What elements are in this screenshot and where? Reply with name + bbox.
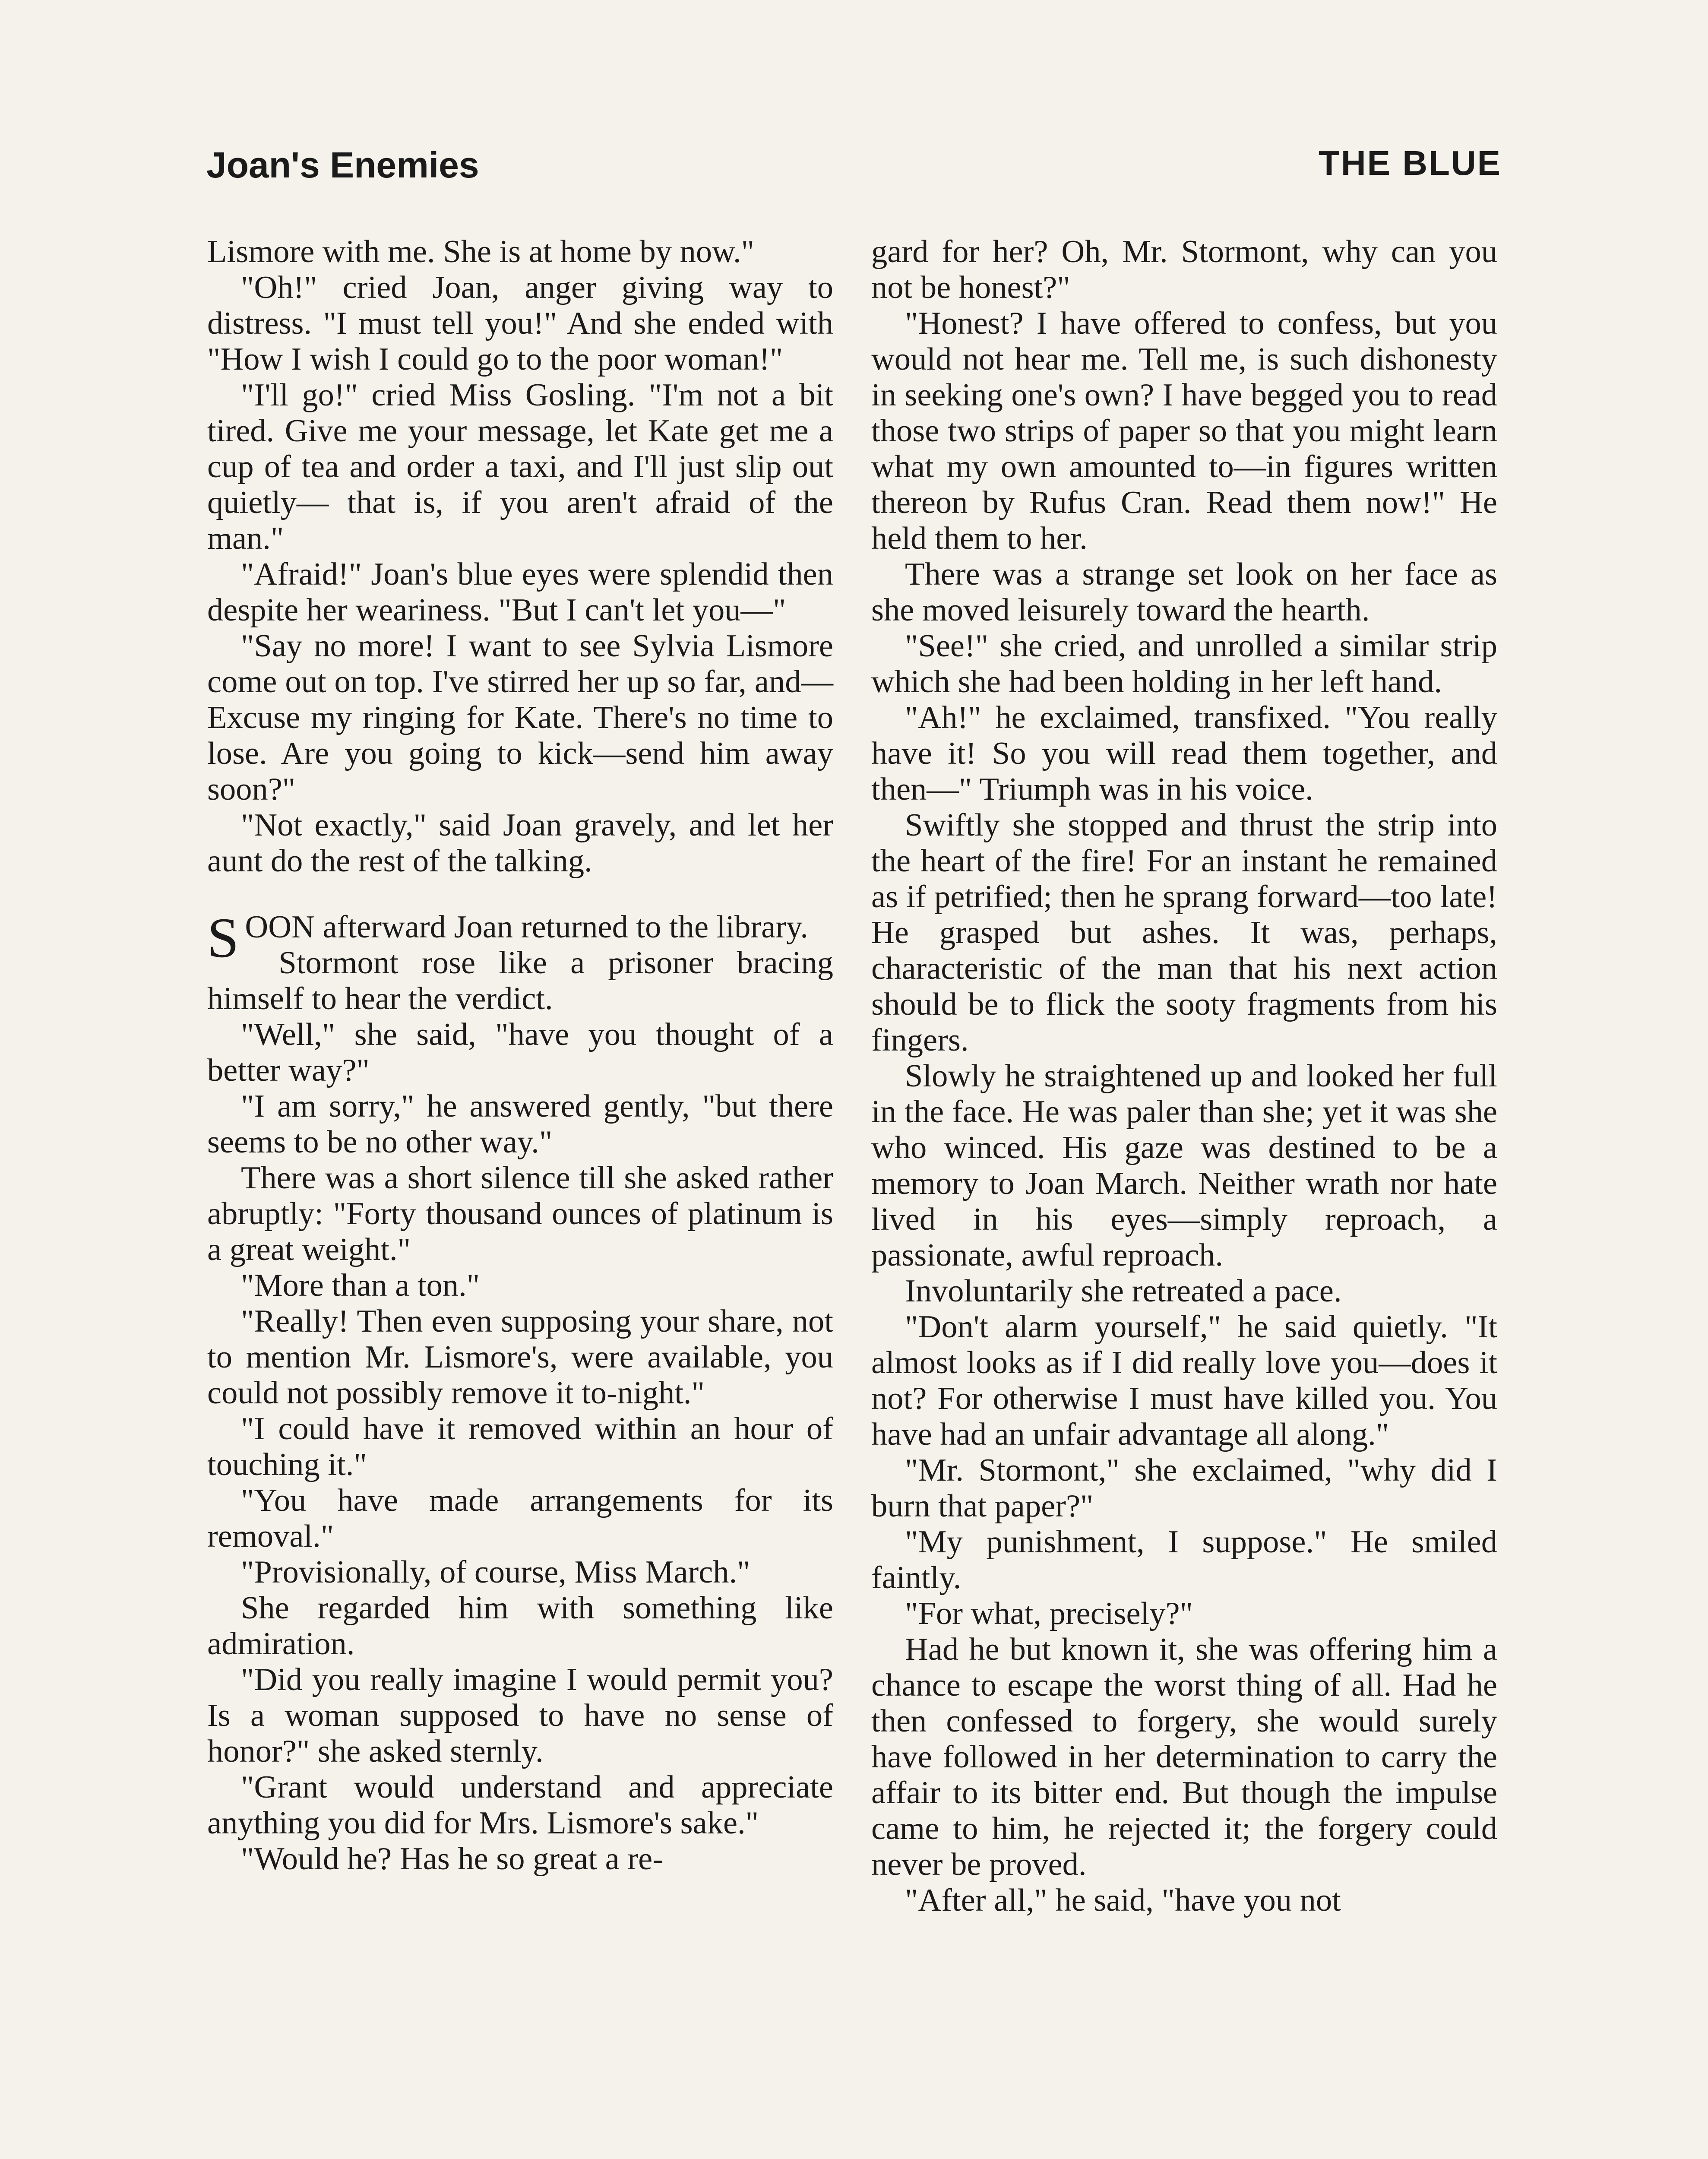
paragraph: "See!" she cried, and unrolled a similar strip which she had been holding in her left hand. [871,628,1497,700]
paragraph: "I am sorry," he answered gently, "but there seems to be no other way." [207,1089,833,1160]
paragraph: "Well," she said, "have you thought of a better way?" [207,1017,833,1088]
paragraph: There was a short silence till she asked rather abruptly: "Forty thousand ounces of platinum is a great weight." [207,1160,833,1267]
section-opening-paragraph [207,906,833,969]
paragraph: Involuntarily she retreated a pace. [905,1273,1342,1309]
paragraph: "Would he? Has he so great a re- [241,1841,664,1877]
paragraph: "I'll go!" cried Miss Gosling. "I'm not a bit tired. Give me your message, let Kate get me a cup of tea and order a taxi, and I'll just slip out quietly— that is, if you aren't afraid of the man." [207,377,833,556]
paragraph: There was a strange set look on her face as she moved leisurely toward the hearth. [871,557,1497,628]
paragraph: "Mr. Stormont," she exclaimed, "why did I burn that paper?" [871,1453,1497,1524]
paragraph: "More than a ton." [241,1268,480,1303]
paragraph: "Ah!" he exclaimed, transfixed. "You really have it! So you will read them together, and then—" Triumph was in his voice. [871,700,1497,807]
paragraph: "My punishment, I suppose." He smiled faintly. [871,1524,1497,1596]
paragraph: "Did you really imagine I would permit you? Is a woman supposed to have no sense of honor?" she asked sternly. [207,1662,833,1769]
running-head-story-title: Joan's Enemies [206,145,479,185]
section-opening-text: OON afterward Joan returned to the library. [245,909,809,945]
paragraph: gard for her? Oh, Mr. Stormont, why can you not be honest?" [871,234,1497,305]
paragraph: "For what, precisely?" [905,1596,1193,1631]
paragraph: Swiftly she stopped and thrust the strip into the heart of the fire! For an instant he remained as if petrified; then he sprang forward—too late! He grasped but ashes. It was, perhaps, characteristic of the man that his next action should be to flick the sooty fragments from his fingers. [871,807,1497,1058]
paragraph: "I could have it removed within an hour of touching it." [207,1411,833,1482]
paragraph: "Not exactly," said Joan gravely, and let her aunt do the rest of the talking. [207,807,833,879]
paragraph: She regarded him with something like admiration. [207,1590,833,1662]
paragraph: "Afraid!" Joan's blue eyes were splendid then despite her weariness. "But I can't let you—" [207,557,833,628]
paragraph: "Don't alarm yourself," he said quietly. "It almost looks as if I did really love you—does it not? For otherwise I must have killed you. You have had an unfair advantage all along." [871,1309,1497,1452]
paragraph: "Really! Then even supposing your share, not to mention Mr. Lismore's, were available, you could not possibly remove it to-night." [207,1304,833,1411]
left-text-column [207,234,833,1877]
paragraph: "You have made arrangements for its removal." [207,1483,833,1554]
paragraph: "After all," he said, "have you not [905,1883,1341,1918]
paragraph: Slowly he straightened up and looked her full in the face. He was paler than she; yet it was she who winced. His gaze was destined to be a memory to Joan March. Neither wrath nor hate lived in his eyes—simply reproach, a passionate, awful reproach. [871,1058,1497,1273]
drop-cap: S [207,906,239,969]
running-head-magazine-name: THE BLUE [1319,144,1502,182]
paragraph: "Honest? I have offered to confess, but you would not hear me. Tell me, is such dishonesty in seeking one's own? I have begged you to read those two strips of paper so that you might learn what my own amounted to—in figures written thereon by Rufus Cran. Read them now!" He held them to her. [871,306,1497,556]
right-text-column [871,234,1497,1918]
paragraph: "Say no more! I want to see Sylvia Lismore come out on top. I've stirred her up so far, and— Excuse my ringing for Kate. There's no time to lose. Are you going to kick—send him away soon?" [207,628,833,807]
paragraph: Stormont rose like a prisoner bracing himself to hear the verdict. [207,945,833,1016]
paragraph: "Provisionally, of course, Miss March." [241,1554,750,1590]
paragraph: "Grant would understand and appreciate anything you did for Mrs. Lismore's sake." [207,1770,833,1841]
paragraph: "Oh!" cried Joan, anger giving way to distress. "I must tell you!" And she ended with "How I wish I could go to the poor woman!" [207,270,833,377]
paragraph: Had he but known it, she was offering him a chance to escape the worst thing of all. Had he then confessed to forgery, she would surely have followed in her determination to carry the affair to its bitter end. But though the impulse came to him, he rejected it; the forgery could never be proved. [871,1632,1497,1882]
paragraph: Lismore with me. She is at home by now." [207,234,755,269]
